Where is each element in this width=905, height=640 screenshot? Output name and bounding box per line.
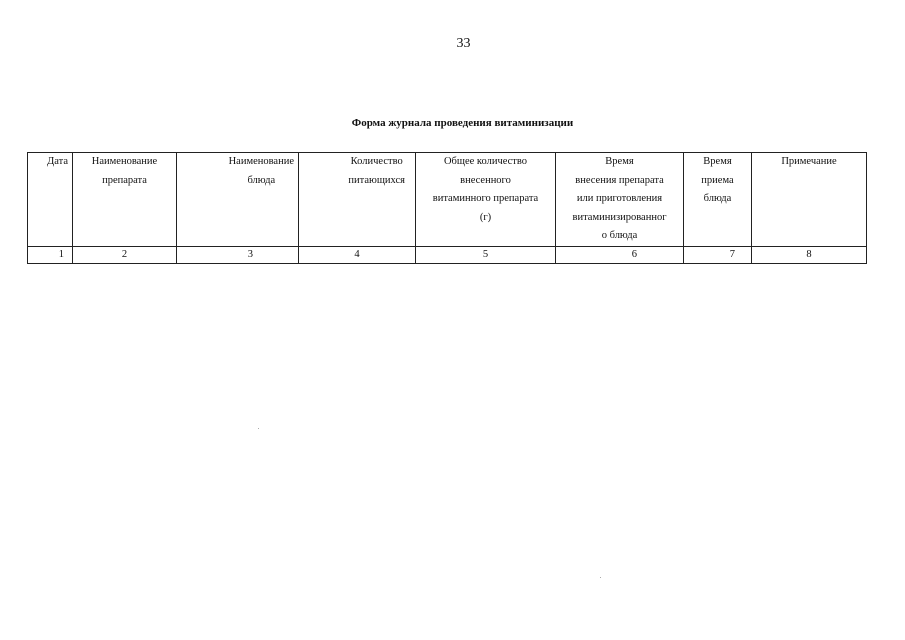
header-cell-note xyxy=(752,153,867,247)
header-cell-date xyxy=(28,153,73,247)
table-header-row xyxy=(28,153,867,247)
header-cell-dish-name xyxy=(177,153,299,247)
column-number-row xyxy=(28,246,867,263)
column-number-cell: 3 xyxy=(177,246,299,263)
header-label: Дата xyxy=(47,156,68,167)
header-label: Наименование блюда xyxy=(228,156,294,186)
document-title: Форма журнала проведения витаминизации xyxy=(351,117,574,129)
header-cell-total-preparation-amount xyxy=(416,153,556,247)
column-number-cell: 2 xyxy=(73,246,177,263)
column-number-cell: 5 xyxy=(416,246,556,263)
column-number-cell: 7 xyxy=(684,246,752,263)
header-label: Общее количество внесенного витаминного препарата (г) xyxy=(432,156,539,223)
column-number-cell: 6 xyxy=(556,246,684,263)
header-label: Время приема блюда xyxy=(701,156,734,204)
header-label: Наименование препарата xyxy=(91,156,158,186)
column-number-cell: 1 xyxy=(28,246,73,263)
header-cell-time-of-serving xyxy=(684,153,752,247)
header-label: Примечание xyxy=(781,156,837,167)
scan-speck xyxy=(600,577,601,578)
page-number: 33 xyxy=(456,36,471,51)
header-label: Время внесения препарата или приготовления витаминизированног о блюда xyxy=(572,156,667,241)
header-cell-eaters-count xyxy=(299,153,416,247)
header-cell-preparation-name xyxy=(73,153,177,247)
column-number-cell: 4 xyxy=(299,246,416,263)
vitaminization-journal-table xyxy=(27,152,867,264)
header-cell-time-of-addition xyxy=(556,153,684,247)
scan-speck xyxy=(258,428,259,429)
column-number-cell: 8 xyxy=(752,246,867,263)
header-label: Количество питающихся xyxy=(348,156,405,186)
